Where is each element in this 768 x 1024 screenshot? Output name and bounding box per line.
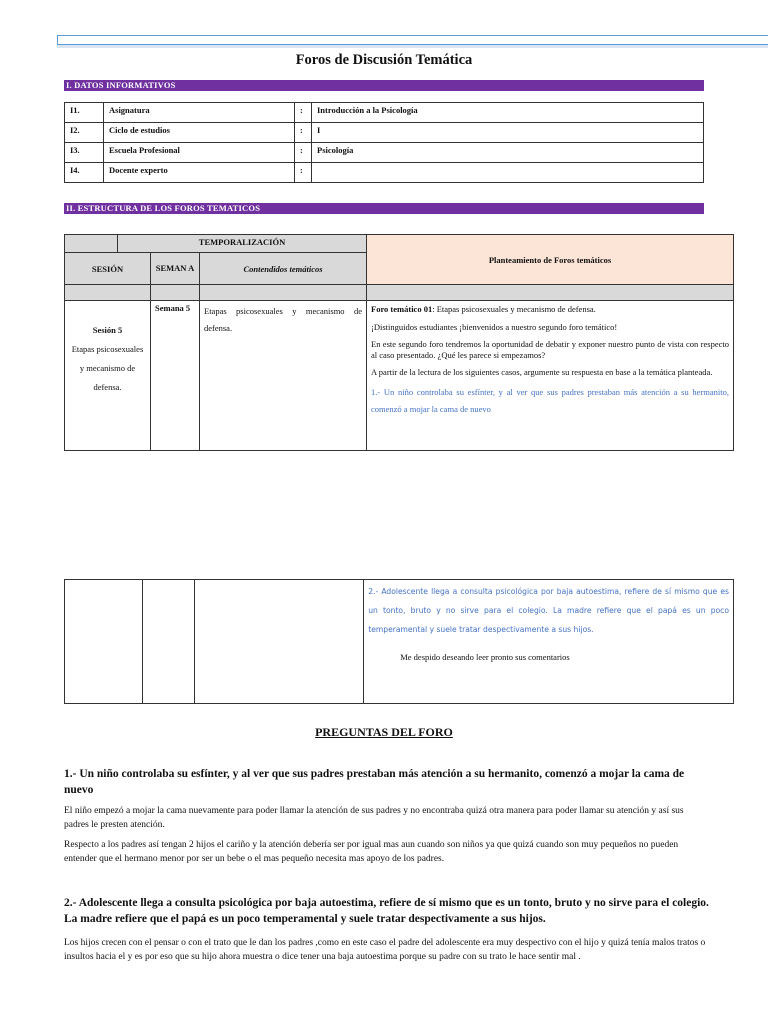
grey-spacer-cell <box>65 285 151 301</box>
grey-spacer-cell <box>200 285 367 301</box>
info-sep: : <box>295 143 312 163</box>
preguntas-title: PREGUNTAS DEL FORO <box>315 725 453 739</box>
farewell-text: Me despido deseando leer pronto sus comentarios <box>400 652 570 662</box>
contenidos-header: Contendidos temáticos <box>200 253 367 285</box>
table-row <box>65 103 704 123</box>
question-2-answer: Los hijos crecen con el pensar o con el trato que le dan los padres ,como en este caso el padre del adolescente era muy despectivo con el hijo y quizá tenía malos tratos o insultos hacia el y es por eso que su hijo ahora muestra o dice tener una baja autoestima porque su padre con su trato le hace sentir mal . <box>64 938 706 962</box>
empty-sesion-cell <box>65 580 143 704</box>
question-1-title: 1.- Un niño controlaba su esfínter, y al ver que sus padres prestaban más atención a su hermanito, comenzó a mojar la cama de nuevo <box>64 768 685 796</box>
empty-semana-cell <box>142 580 194 704</box>
foro-line <box>371 303 729 315</box>
info-table <box>64 102 704 183</box>
foros-table <box>64 234 734 451</box>
info-num: I2. <box>65 123 104 143</box>
info-label: Escuela Profesional <box>104 143 295 163</box>
info-value: Introducción a la Psicología <box>312 103 704 123</box>
question-1-answer-p1: El niño empezó a mojar la cama nuevamente para poder llamar la atención de sus padres y no encontraba quizá otra manera para poder llamar su atención y así sus padres le presten atención. <box>64 806 684 830</box>
welcome-text: ¡Distinguidos estudiantes ¡bienvenidos a nuestro segundo foro temático! <box>371 322 618 332</box>
table-row <box>65 163 704 183</box>
table-row <box>65 285 734 301</box>
info-value <box>312 163 704 183</box>
grey-spacer-cell <box>367 285 734 301</box>
info-sep: : <box>295 163 312 183</box>
question-2-title: 2.- Adolescente llega a consulta psicológica por baja autoestima, refiere de sí mismo que es un tonto, bruto y no sirve para el colegio. La madre refiere que el papá es un poco temperamental y suele tratar despectivamente a sus hijos. <box>64 897 709 925</box>
table-row <box>65 123 704 143</box>
planteamiento-header: Planteamiento de Foros temáticos <box>367 235 734 285</box>
info-sep: : <box>295 123 312 143</box>
foro-label: Foro temático 01 <box>371 304 433 314</box>
empty-contenido-cell <box>194 580 363 704</box>
temporalizacion-header: TEMPORALIZACIÓN <box>118 235 367 253</box>
foros-table-continued <box>64 579 734 704</box>
table-row <box>65 235 734 253</box>
instructions-text: A partir de la lectura de los siguientes casos, argumente su respuesta en base a la temática planteada. <box>371 367 713 377</box>
semana-header: SEMAN A <box>151 253 200 285</box>
planteamiento-cell <box>367 301 734 451</box>
intro-text: En este segundo foro tendremos la oportunidad de debatir y exponer nuestro punto de vista con respecto al caso presentado. ¿Qué les parece si empezamos? <box>371 339 729 360</box>
grey-spacer-cell <box>151 285 200 301</box>
section-heading-datos: I. DATOS INFORMATIVOS <box>64 80 704 91</box>
case-1-text: 1.- Un niño controlaba su esfínter, y al ver que sus padres prestaban más atención a su hermanito, comenzó a mojar la cama de nuevo <box>371 387 729 414</box>
info-num: I4. <box>65 163 104 183</box>
foro-rest: : Etapas psicosexuales y mecanismo de defensa. <box>432 304 596 314</box>
semana-cell: Semana 5 <box>151 301 200 451</box>
table-row <box>65 580 734 704</box>
sesion-text: Etapas psicosexuales y mecanismo de defensa. <box>71 344 144 392</box>
info-num: I1. <box>65 103 104 123</box>
document-title: Foros de Discusión Temática <box>295 52 473 68</box>
question-1-answer-p2: Respecto a los padres así tengan 2 hijos el cariño y la atención debería ser por igual mas aun cuando son niños ya que quizá cuando son muy pequeños no pueden entender que el hermano menor por ser un bebe o el mas pequeño necesita mas apoyo de los padres. <box>64 840 679 864</box>
header-border <box>57 35 768 45</box>
info-num: I3. <box>65 143 104 163</box>
case-2-text: 2.- Adolescente llega a consulta psicológica por baja autoestima, refiere de sí mismo que es un tonto, bruto y no sirve para el colegio. La madre refiere que el papá es un poco temperamental y suele tratar despectivamente a sus hijos. <box>368 587 729 634</box>
planteamiento-continued-cell <box>364 580 734 704</box>
section-heading-estructura: II. ESTRUCTURA DE LOS FOROS TEMATICOS <box>64 203 704 214</box>
table-row <box>65 143 704 163</box>
info-label: Asignatura <box>104 103 295 123</box>
blank-header-cell <box>65 235 118 253</box>
info-sep: : <box>295 103 312 123</box>
info-label: Ciclo de estudios <box>104 123 295 143</box>
info-value: I <box>312 123 704 143</box>
sesion-title: Sesión 5 <box>92 325 123 335</box>
info-label: Docente experto <box>104 163 295 183</box>
sesion-cell <box>65 301 151 451</box>
sesion-header: SESIÓN <box>65 253 151 285</box>
contenido-cell: Etapas psicosexuales y mecanismo de defensa. <box>200 301 367 451</box>
header-band <box>57 45 768 48</box>
info-value: Psicología <box>312 143 704 163</box>
table-row <box>65 301 734 451</box>
